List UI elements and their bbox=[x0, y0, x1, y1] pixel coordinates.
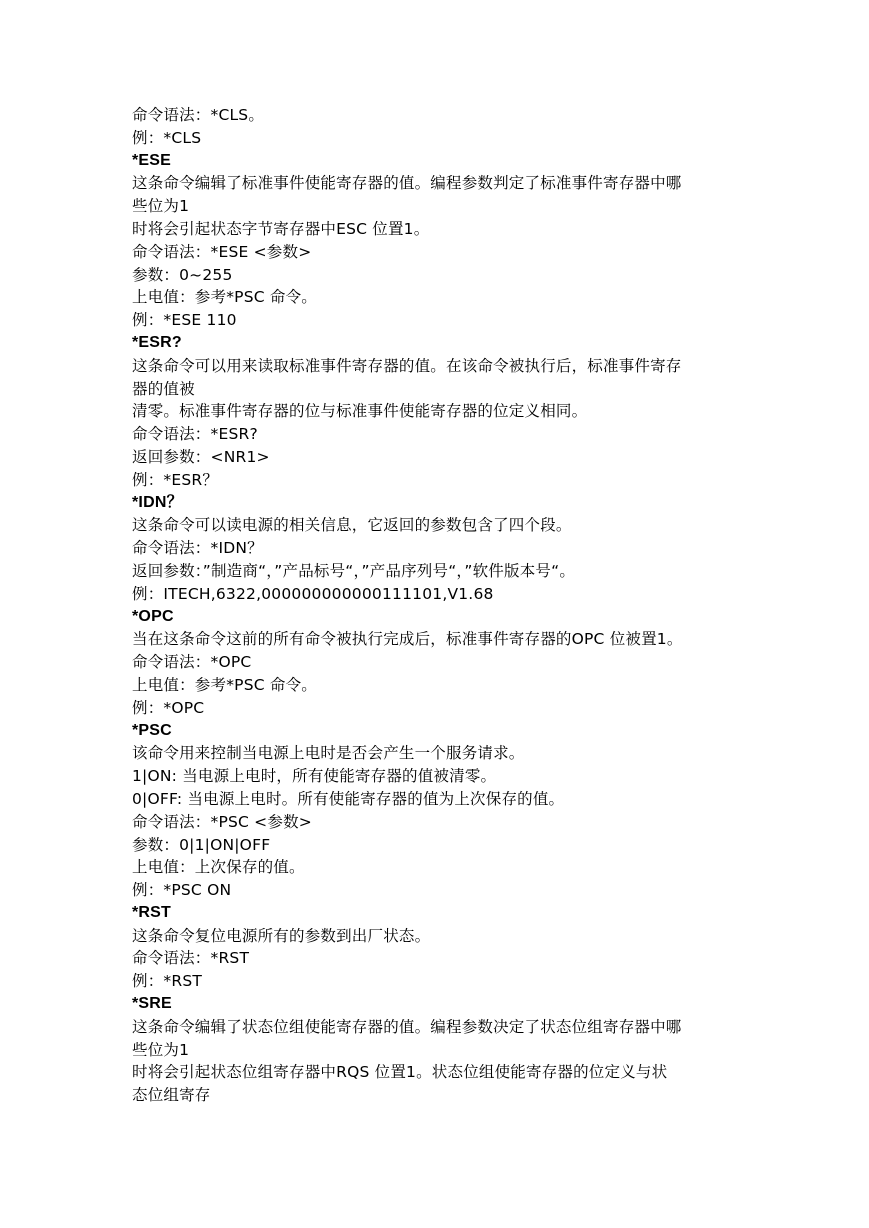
text-line: 命令语法：*ESE <参数> bbox=[132, 242, 312, 261]
text-line: 态位组寄存 bbox=[132, 1086, 211, 1105]
text-line: 返回参数：”制造商“，”产品标号“，”产品序列号“，”软件版本号“。 bbox=[132, 561, 576, 580]
command-heading: *ESE bbox=[132, 151, 172, 169]
text-line: 0|OFF: 当电源上电时。所有使能寄存器的值为上次保存的值。 bbox=[132, 789, 565, 808]
text-line: 该命令用来控制当电源上电时是否会产生一个服务请求。 bbox=[132, 744, 525, 763]
text-line: 时将会引起状态位组寄存器中RQS 位置1。状态位组使能寄存器的位定义与状 bbox=[132, 1063, 668, 1082]
text-line: 器的值被 bbox=[132, 379, 195, 398]
text-line: 当在这条命令这前的所有命令被执行完成后，标准事件寄存器的OPC 位被置1。 bbox=[132, 630, 683, 649]
text-line: 上电值：上次保存的值。 bbox=[132, 858, 305, 877]
command-heading: *RST bbox=[132, 903, 172, 921]
command-heading: *SRE bbox=[132, 995, 172, 1013]
text-line: 命令语法：*OPC bbox=[132, 653, 252, 672]
text-line: 返回参数：<NR1> bbox=[132, 447, 270, 466]
text-line: 参数：0|1|ON|OFF bbox=[132, 835, 271, 854]
document-body bbox=[132, 104, 744, 1107]
text-line: 命令语法：*PSC <参数> bbox=[132, 812, 312, 831]
text-line: 例：*ESE 110 bbox=[132, 311, 237, 330]
text-line: 这条命令可以读电源的相关信息，它返回的参数包含了四个段。 bbox=[132, 516, 572, 535]
text-line: 上电值：参考*PSC 命令。 bbox=[132, 675, 317, 694]
command-heading: *OPC bbox=[132, 607, 174, 625]
text-line: 命令语法：*ESR? bbox=[132, 425, 258, 444]
text-line: 时将会引起状态字节寄存器中ESC 位置1。 bbox=[132, 219, 430, 238]
text-line: 清零。标准事件寄存器的位与标准事件使能寄存器的位定义相同。 bbox=[132, 402, 588, 421]
text-line: 命令语法：*RST bbox=[132, 949, 250, 968]
text-line: 例：*RST bbox=[132, 972, 203, 991]
command-heading: *IDN？ bbox=[132, 493, 183, 511]
text-line: 这条命令编辑了标准事件使能寄存器的值。编程参数判定了标准事件寄存器中哪 bbox=[132, 174, 682, 193]
text-line: 1|ON: 当电源上电时，所有使能寄存器的值被清零。 bbox=[132, 767, 497, 786]
text-line: 这条命令复位电源所有的参数到出厂状态。 bbox=[132, 926, 431, 945]
text-line: 命令语法：*IDN？ bbox=[132, 539, 263, 558]
text-line: 例：ITECH,6322,000000000000111101,V1.68 bbox=[132, 584, 494, 603]
text-line: 例：*ESR？ bbox=[132, 470, 219, 489]
text-line: 例：*PSC ON bbox=[132, 881, 232, 900]
text-line: 命令语法：*CLS。 bbox=[132, 106, 265, 124]
text-line: 这条命令编辑了状态位组使能寄存器的值。编程参数决定了状态位组寄存器中哪 bbox=[132, 1017, 682, 1036]
command-heading: *PSC bbox=[132, 721, 172, 739]
text-line: 这条命令可以用来读取标准事件寄存器的值。在该命令被执行后，标准事件寄存 bbox=[132, 356, 682, 375]
text-line: 些位为1 bbox=[132, 197, 190, 216]
text-line: 上电值：参考*PSC 命令。 bbox=[132, 288, 317, 307]
text-line: 例：*CLS bbox=[132, 128, 202, 147]
text-line: 例：*OPC bbox=[132, 698, 205, 717]
command-heading: *ESR? bbox=[132, 333, 182, 351]
text-line: 参数：0~255 bbox=[132, 265, 233, 284]
text-line: 些位为1 bbox=[132, 1040, 190, 1059]
